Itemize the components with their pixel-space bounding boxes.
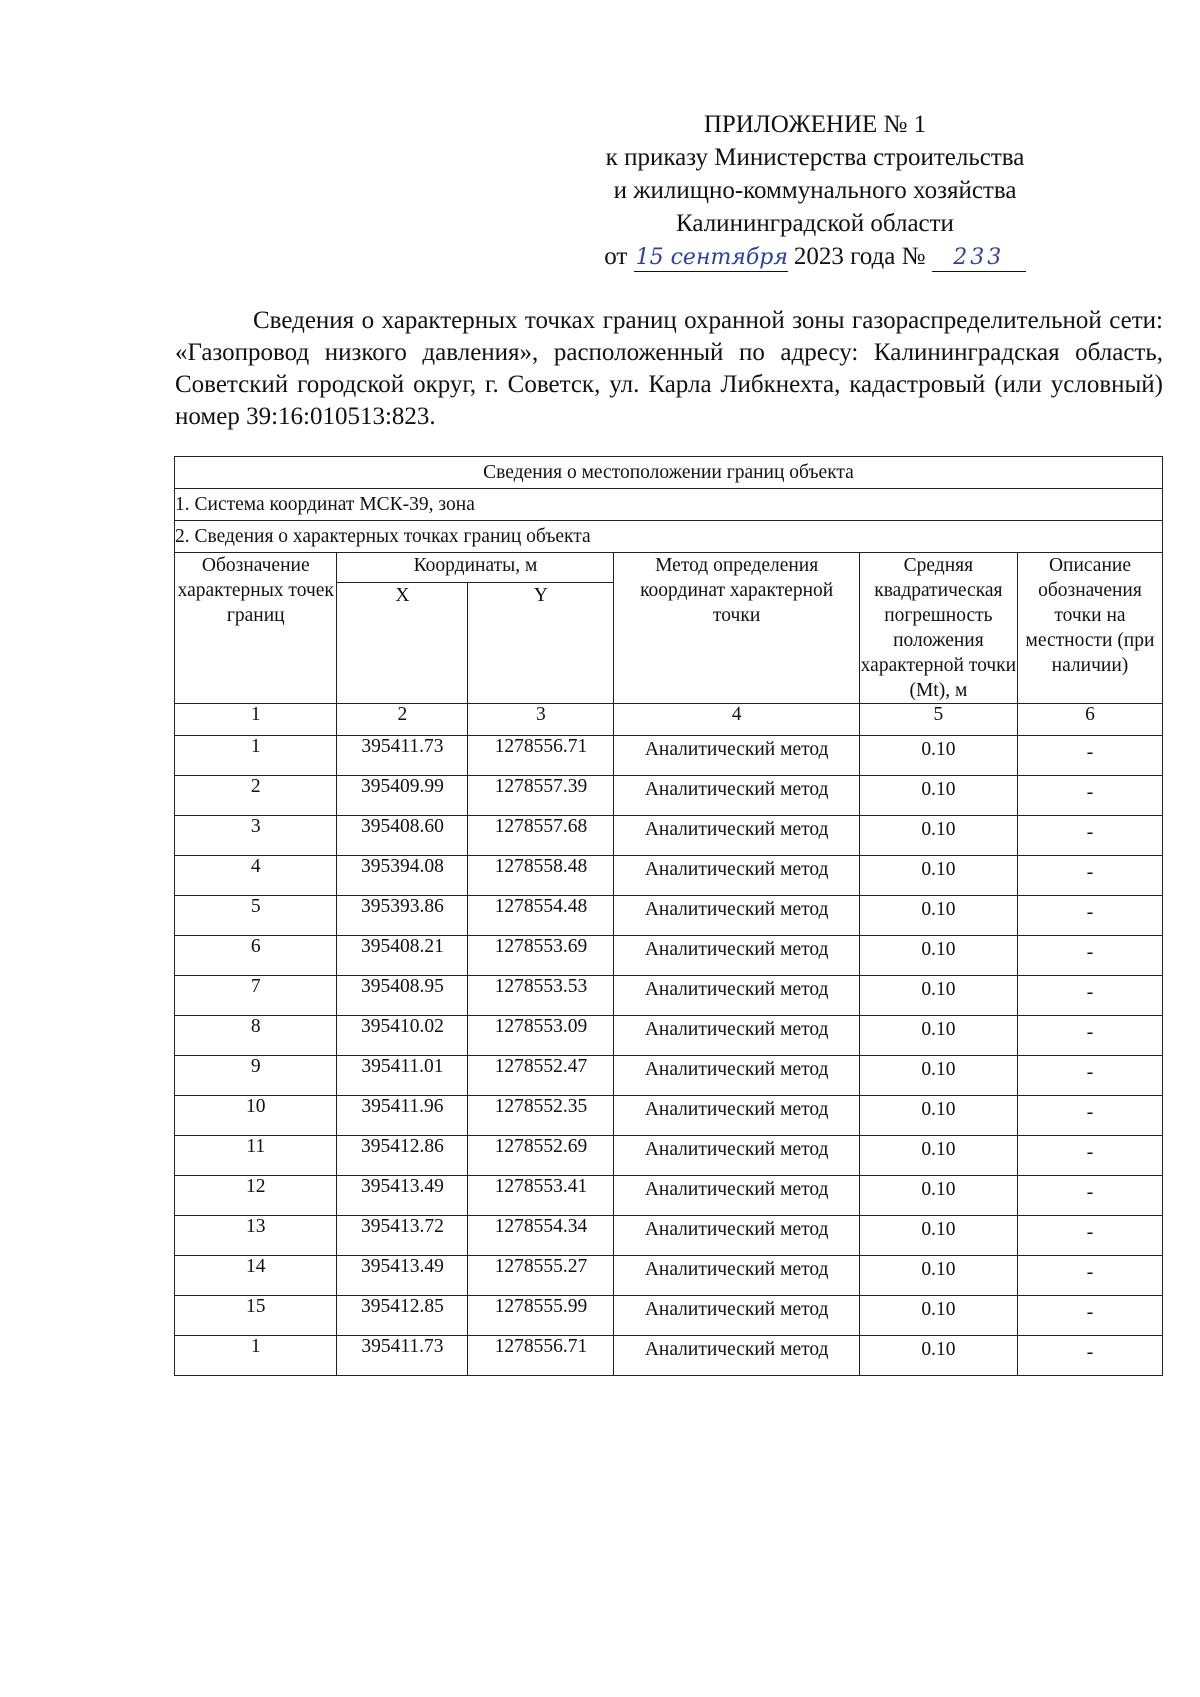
column-number: 6 bbox=[1017, 704, 1162, 736]
column-number: 3 bbox=[468, 704, 614, 736]
from-prefix: от bbox=[604, 243, 628, 270]
ministry-line: и жилищно-коммунального хозяйства bbox=[613, 177, 1017, 204]
header-method: Метод определения координат характерной точки bbox=[614, 553, 859, 704]
method-cell: Аналитический метод bbox=[614, 976, 859, 1016]
handwritten-order-number: 233 bbox=[932, 245, 1026, 272]
coord-x-cell: 395411.01 bbox=[337, 1056, 468, 1096]
coord-x-cell: 395412.85 bbox=[337, 1296, 468, 1336]
method-cell: Аналитический метод bbox=[614, 1096, 859, 1136]
point-id-cell: 14 bbox=[175, 1256, 337, 1296]
coord-x-cell: 395394.08 bbox=[337, 856, 468, 896]
table-row bbox=[175, 896, 1163, 936]
table-body bbox=[175, 736, 1163, 1376]
description-cell: - bbox=[1017, 1176, 1162, 1216]
point-id-cell: 5 bbox=[175, 896, 337, 936]
table-row bbox=[175, 1136, 1163, 1176]
header-coordinates: Координаты, м bbox=[337, 553, 614, 583]
coord-x-cell: 395413.49 bbox=[337, 1256, 468, 1296]
coord-x-cell: 395410.02 bbox=[337, 1016, 468, 1056]
description-cell: - bbox=[1017, 936, 1162, 976]
point-id-cell: 1 bbox=[175, 736, 337, 776]
error-cell: 0.10 bbox=[859, 1056, 1017, 1096]
coord-x-cell: 395412.86 bbox=[337, 1136, 468, 1176]
table-row bbox=[175, 976, 1163, 1016]
coord-y-cell: 1278556.71 bbox=[468, 1336, 614, 1376]
points-section-row: 2. Сведения о характерных точках границ объекта bbox=[175, 521, 1163, 553]
coord-y-cell: 1278553.69 bbox=[468, 936, 614, 976]
coord-y-cell: 1278555.99 bbox=[468, 1296, 614, 1336]
header-description: Описание обозначения точки на местности (при наличии) bbox=[1017, 553, 1162, 704]
point-id-cell: 9 bbox=[175, 1056, 337, 1096]
coord-y-cell: 1278554.48 bbox=[468, 896, 614, 936]
point-id-cell: 4 bbox=[175, 856, 337, 896]
table-row bbox=[175, 1336, 1163, 1376]
method-cell: Аналитический метод bbox=[614, 936, 859, 976]
error-cell: 0.10 bbox=[859, 1256, 1017, 1296]
table-row bbox=[175, 736, 1163, 776]
description-cell: - bbox=[1017, 1256, 1162, 1296]
method-cell: Аналитический метод bbox=[614, 776, 859, 816]
coord-x-cell: 395393.86 bbox=[337, 896, 468, 936]
error-cell: 0.10 bbox=[859, 1336, 1017, 1376]
method-cell: Аналитический метод bbox=[614, 856, 859, 896]
description-cell: - bbox=[1017, 1096, 1162, 1136]
method-cell: Аналитический метод bbox=[614, 1056, 859, 1096]
coord-y-cell: 1278552.47 bbox=[468, 1056, 614, 1096]
coord-x-cell: 395408.21 bbox=[337, 936, 468, 976]
error-cell: 0.10 bbox=[859, 1136, 1017, 1176]
description-cell: - bbox=[1017, 1136, 1162, 1176]
region-line: Калининградской области bbox=[676, 210, 954, 237]
point-id-cell: 13 bbox=[175, 1216, 337, 1256]
error-cell: 0.10 bbox=[859, 976, 1017, 1016]
point-id-cell: 2 bbox=[175, 776, 337, 816]
coord-y-cell: 1278557.39 bbox=[468, 776, 614, 816]
coord-x-cell: 395408.95 bbox=[337, 976, 468, 1016]
appendix-title: ПРИЛОЖЕНИЕ № 1 bbox=[703, 111, 927, 138]
coord-x-cell: 395408.60 bbox=[337, 816, 468, 856]
coord-x-cell: 395413.72 bbox=[337, 1216, 468, 1256]
description-cell: - bbox=[1017, 896, 1162, 936]
table-row bbox=[175, 1296, 1163, 1336]
coord-x-cell: 395409.99 bbox=[337, 776, 468, 816]
point-id-cell: 8 bbox=[175, 1016, 337, 1056]
method-cell: Аналитический метод bbox=[614, 816, 859, 856]
coord-y-cell: 1278555.27 bbox=[468, 1256, 614, 1296]
table-row bbox=[175, 856, 1163, 896]
header-designation: Обозначение характерных точек границ bbox=[175, 553, 337, 704]
coord-y-cell: 1278556.71 bbox=[468, 736, 614, 776]
coord-y-cell: 1278554.34 bbox=[468, 1216, 614, 1256]
error-cell: 0.10 bbox=[859, 1016, 1017, 1056]
intro-paragraph: Сведения о характерных точках границ охранной зоны газораспределительной сети: «Газопровод низкого давления», расположенный по адресу: Калининградская область, Советский городской округ, г. Советск, ул. Карла Либкнехта, кадастровый (или условный) номер 39:16:010513:823. bbox=[175, 307, 1163, 430]
coord-y-cell: 1278553.09 bbox=[468, 1016, 614, 1056]
description-cell: - bbox=[1017, 736, 1162, 776]
description-cell: - bbox=[1017, 1296, 1162, 1336]
description-cell: - bbox=[1017, 776, 1162, 816]
point-id-cell: 1 bbox=[175, 1336, 337, 1376]
coord-y-cell: 1278557.68 bbox=[468, 816, 614, 856]
boundary-points-table bbox=[174, 456, 1163, 1376]
coord-x-cell: 395411.73 bbox=[337, 1336, 468, 1376]
description-cell: - bbox=[1017, 1336, 1162, 1376]
header-y: Y bbox=[468, 582, 614, 703]
error-cell: 0.10 bbox=[859, 936, 1017, 976]
error-cell: 0.10 bbox=[859, 896, 1017, 936]
description-cell: - bbox=[1017, 1016, 1162, 1056]
appendix-header bbox=[560, 108, 1070, 273]
method-cell: Аналитический метод bbox=[614, 1256, 859, 1296]
point-id-cell: 11 bbox=[175, 1136, 337, 1176]
coord-x-cell: 395413.49 bbox=[337, 1176, 468, 1216]
coordinate-system-row: 1. Система координат МСК-39, зона bbox=[175, 489, 1163, 521]
coord-y-cell: 1278552.35 bbox=[468, 1096, 614, 1136]
error-cell: 0.10 bbox=[859, 736, 1017, 776]
point-id-cell: 6 bbox=[175, 936, 337, 976]
point-id-cell: 12 bbox=[175, 1176, 337, 1216]
coord-y-cell: 1278558.48 bbox=[468, 856, 614, 896]
description-cell: - bbox=[1017, 856, 1162, 896]
table-row bbox=[175, 1176, 1163, 1216]
description-cell: - bbox=[1017, 976, 1162, 1016]
description-cell: - bbox=[1017, 1056, 1162, 1096]
point-id-cell: 10 bbox=[175, 1096, 337, 1136]
table-row bbox=[175, 816, 1163, 856]
method-cell: Аналитический метод bbox=[614, 1176, 859, 1216]
coord-x-cell: 395411.96 bbox=[337, 1096, 468, 1136]
error-cell: 0.10 bbox=[859, 776, 1017, 816]
order-reference-line: к приказу Министерства строительства bbox=[605, 144, 1025, 171]
method-cell: Аналитический метод bbox=[614, 736, 859, 776]
coord-y-cell: 1278553.53 bbox=[468, 976, 614, 1016]
point-id-cell: 15 bbox=[175, 1296, 337, 1336]
table-row bbox=[175, 1056, 1163, 1096]
error-cell: 0.10 bbox=[859, 816, 1017, 856]
table-row bbox=[175, 776, 1163, 816]
table-row bbox=[175, 1216, 1163, 1256]
order-date-line bbox=[560, 240, 1070, 273]
error-cell: 0.10 bbox=[859, 1176, 1017, 1216]
point-id-cell: 7 bbox=[175, 976, 337, 1016]
table-row bbox=[175, 936, 1163, 976]
table-row bbox=[175, 1096, 1163, 1136]
error-cell: 0.10 bbox=[859, 1296, 1017, 1336]
description-cell: - bbox=[1017, 1216, 1162, 1256]
table-row bbox=[175, 1256, 1163, 1296]
method-cell: Аналитический метод bbox=[614, 1136, 859, 1176]
method-cell: Аналитический метод bbox=[614, 1336, 859, 1376]
error-cell: 0.10 bbox=[859, 856, 1017, 896]
method-cell: Аналитический метод bbox=[614, 1016, 859, 1056]
year-text: 2023 года № bbox=[793, 243, 926, 270]
table-row bbox=[175, 1016, 1163, 1056]
error-cell: 0.10 bbox=[859, 1096, 1017, 1136]
header-error: Средняя квадратическая погрешность положения характерной точки (Mt), м bbox=[859, 553, 1017, 704]
coord-y-cell: 1278552.69 bbox=[468, 1136, 614, 1176]
method-cell: Аналитический метод bbox=[614, 1216, 859, 1256]
error-cell: 0.10 bbox=[859, 1216, 1017, 1256]
handwritten-date: 15 сентября bbox=[635, 245, 788, 270]
column-number: 2 bbox=[337, 704, 468, 736]
point-id-cell: 3 bbox=[175, 816, 337, 856]
column-number: 1 bbox=[175, 704, 337, 736]
description-cell: - bbox=[1017, 816, 1162, 856]
header-x: X bbox=[337, 582, 468, 703]
method-cell: Аналитический метод bbox=[614, 1296, 859, 1336]
table-title: Сведения о местоположении границ объекта bbox=[175, 457, 1163, 489]
coord-y-cell: 1278553.41 bbox=[468, 1176, 614, 1216]
coord-x-cell: 395411.73 bbox=[337, 736, 468, 776]
column-number: 4 bbox=[614, 704, 859, 736]
method-cell: Аналитический метод bbox=[614, 896, 859, 936]
column-number: 5 bbox=[859, 704, 1017, 736]
